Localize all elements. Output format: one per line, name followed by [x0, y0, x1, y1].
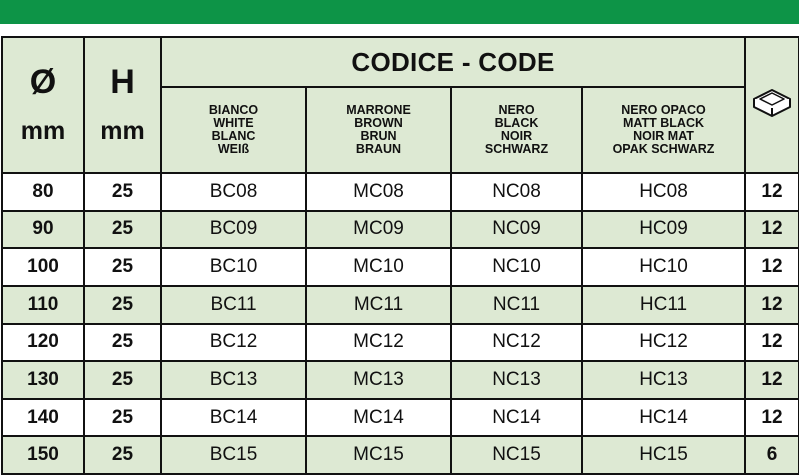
table-row: [2, 436, 799, 474]
height-symbol: H: [110, 62, 135, 101]
diameter-header: [2, 37, 84, 173]
diameter-cell: 150: [2, 436, 84, 474]
color-name-line: WHITE: [213, 116, 254, 130]
pack-quantity-cell: 12: [745, 324, 799, 362]
height-cell: 25: [84, 173, 161, 211]
diameter-cell: 110: [2, 286, 84, 324]
product-code-table: [1, 36, 799, 475]
code-brown-cell: MC15: [306, 436, 451, 474]
height-cell: 25: [84, 436, 161, 474]
code-matt-black-cell: HC08: [582, 173, 745, 211]
table-row: [2, 286, 799, 324]
table-row: [2, 361, 799, 399]
color-name-line: MATT BLACK: [623, 116, 704, 130]
color-header-matt-black: [582, 87, 745, 173]
height-cell: 25: [84, 211, 161, 249]
color-name-line: NOIR MAT: [633, 129, 694, 143]
code-black-cell: NC14: [451, 399, 582, 437]
height-cell: 25: [84, 324, 161, 362]
height-unit: mm: [100, 116, 145, 145]
color-name-line: NERO: [498, 103, 535, 117]
code-matt-black-cell: HC09: [582, 211, 745, 249]
code-white-cell: BC10: [161, 248, 306, 286]
code-matt-black-cell: HC15: [582, 436, 745, 474]
color-name-line: BRAUN: [355, 142, 402, 156]
color-header-black: [451, 87, 582, 173]
code-matt-black-cell: HC10: [582, 248, 745, 286]
code-white-cell: BC11: [161, 286, 306, 324]
code-brown-cell: MC14: [306, 399, 451, 437]
code-brown-cell: MC11: [306, 286, 451, 324]
table-row: [2, 399, 799, 437]
pack-quantity-cell: 12: [745, 286, 799, 324]
height-cell: 25: [84, 399, 161, 437]
color-name-line: BLANC: [211, 129, 256, 143]
color-name-line: OPAK SCHWARZ: [612, 142, 715, 156]
code-brown-cell: MC10: [306, 248, 451, 286]
height-cell: 25: [84, 286, 161, 324]
color-name-line: NERO OPACO: [621, 103, 706, 117]
color-name-line: NOIR: [500, 129, 533, 143]
code-white-cell: BC12: [161, 324, 306, 362]
height-cell: 25: [84, 361, 161, 399]
code-black-cell: NC11: [451, 286, 582, 324]
code-title: CODICE - CODE: [161, 37, 745, 87]
color-name-line: BRUN: [360, 129, 397, 143]
code-matt-black-cell: HC14: [582, 399, 745, 437]
code-white-cell: BC09: [161, 211, 306, 249]
pack-quantity-header: [745, 37, 799, 173]
pack-quantity-cell: 12: [745, 361, 799, 399]
color-name-line: BROWN: [354, 116, 403, 130]
color-name-line: BLACK: [494, 116, 539, 130]
code-brown-cell: MC12: [306, 324, 451, 362]
code-matt-black-cell: HC11: [582, 286, 745, 324]
code-white-cell: BC13: [161, 361, 306, 399]
code-black-cell: NC09: [451, 211, 582, 249]
color-header-white: [161, 87, 306, 173]
pack-quantity-cell: 12: [745, 399, 799, 437]
diameter-cell: 140: [2, 399, 84, 437]
code-white-cell: BC15: [161, 436, 306, 474]
code-black-cell: NC15: [451, 436, 582, 474]
table-row: [2, 173, 799, 211]
diameter-symbol: Ø: [29, 62, 57, 101]
color-header-brown: [306, 87, 451, 173]
diameter-cell: 80: [2, 173, 84, 211]
color-name-line: BIANCO: [208, 103, 259, 117]
box-icon: [750, 86, 794, 125]
diameter-cell: 120: [2, 324, 84, 362]
height-header: [84, 37, 161, 173]
color-name-line: MARRONE: [346, 103, 411, 117]
diameter-unit: mm: [20, 116, 66, 145]
color-name-line: WEIß: [217, 142, 250, 156]
height-cell: 25: [84, 248, 161, 286]
diameter-cell: 130: [2, 361, 84, 399]
table-row: [2, 211, 799, 249]
diameter-cell: 90: [2, 211, 84, 249]
code-brown-cell: MC13: [306, 361, 451, 399]
code-black-cell: NC08: [451, 173, 582, 211]
code-white-cell: BC14: [161, 399, 306, 437]
pack-quantity-cell: 12: [745, 173, 799, 211]
code-black-cell: NC12: [451, 324, 582, 362]
code-matt-black-cell: HC12: [582, 324, 745, 362]
code-brown-cell: MC09: [306, 211, 451, 249]
product-table-container: [0, 36, 799, 476]
color-name-line: SCHWARZ: [484, 142, 549, 156]
code-white-cell: BC08: [161, 173, 306, 211]
pack-quantity-cell: 12: [745, 211, 799, 249]
table-row: [2, 324, 799, 362]
top-green-bar: [0, 0, 799, 24]
code-black-cell: NC13: [451, 361, 582, 399]
diameter-cell: 100: [2, 248, 84, 286]
code-matt-black-cell: HC13: [582, 361, 745, 399]
pack-quantity-cell: 6: [745, 436, 799, 474]
table-row: [2, 248, 799, 286]
pack-quantity-cell: 12: [745, 248, 799, 286]
code-brown-cell: MC08: [306, 173, 451, 211]
code-black-cell: NC10: [451, 248, 582, 286]
